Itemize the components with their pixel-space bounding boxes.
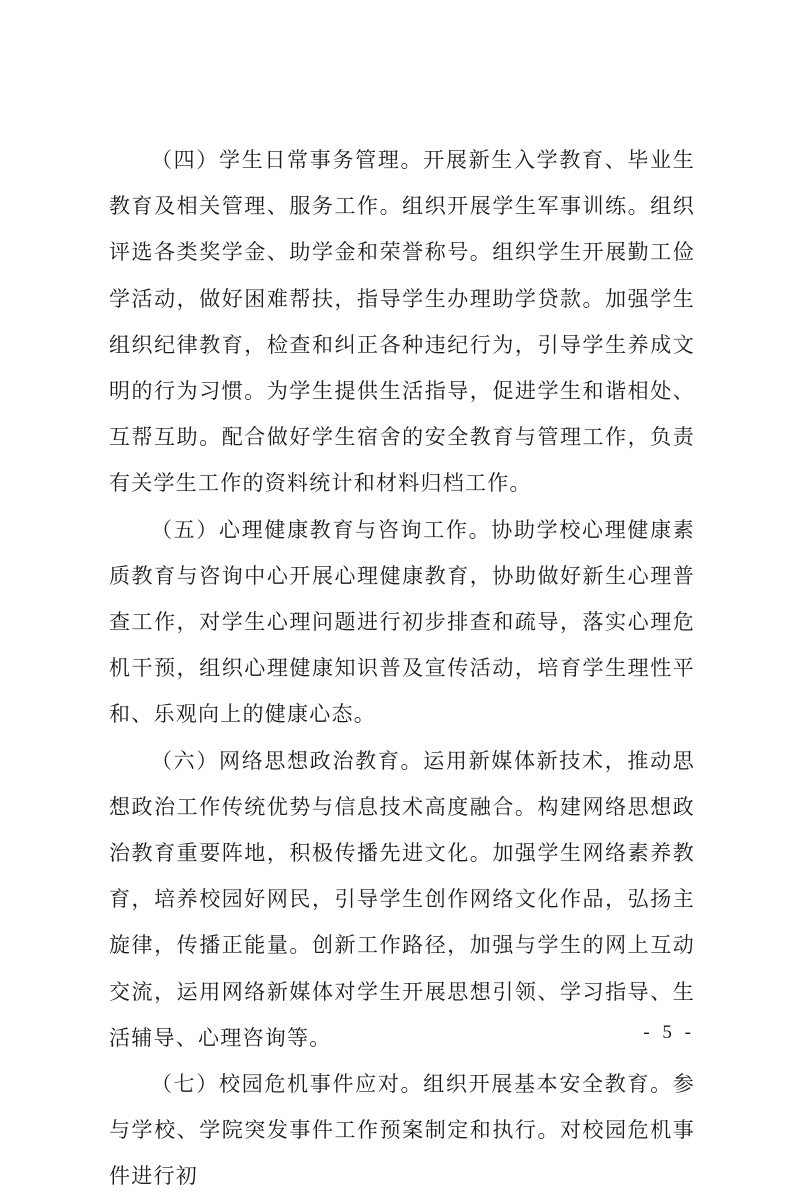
page-number: - 5 - (643, 1022, 695, 1043)
paragraph-mental-health: （五）心理健康教育与咨询工作。协助学校心理健康素质教育与咨询中心开展心理健康教育，协助做好新生心理普查工作，对学生心理问题进行初步排查和疏导，落实心理危机干预，组织心理健康知识普及宣传活动，培育学生理性平和、乐观向上的健康心态。 (109, 517, 695, 727)
document-body (109, 137, 695, 1200)
paragraph-online-education: （六）网络思想政治教育。运用新媒体新技术，推动思想政治工作传统优势与信息技术高度融合。构建网络思想政治教育重要阵地，积极传播先进文化。加强学生网络素养教育，培养校园好网民，引导学生创作网络文化作品，弘扬主旋律，传播正能量。创新工作路径，加强与学生的网上互动交流，运用网络新媒体对学生开展思想引领、学习指导、生活辅导、心理咨询等。 (109, 748, 695, 1050)
paragraph-crisis-response: （七）校园危机事件应对。组织开展基本安全教育。参与学校、学院突发事件工作预案制定和执行。对校园危机事件进行初 (109, 1072, 695, 1189)
paragraph-daily-affairs: （四）学生日常事务管理。开展新生入学教育、毕业生教育及相关管理、服务工作。组织开展学生军事训练。组织评选各类奖学金、助学金和荣誉称号。组织学生开展勤工俭学活动，做好困难帮扶，指导学生办理助学贷款。加强学生组织纪律教育，检查和纠正各种违纪行为，引导学生养成文明的行为习惯。为学生提供生活指导，促进学生和谐相处、互帮互助。配合做好学生宿舍的安全教育与管理工作，负责有关学生工作的资料统计和材料归档工作。 (109, 148, 695, 496)
